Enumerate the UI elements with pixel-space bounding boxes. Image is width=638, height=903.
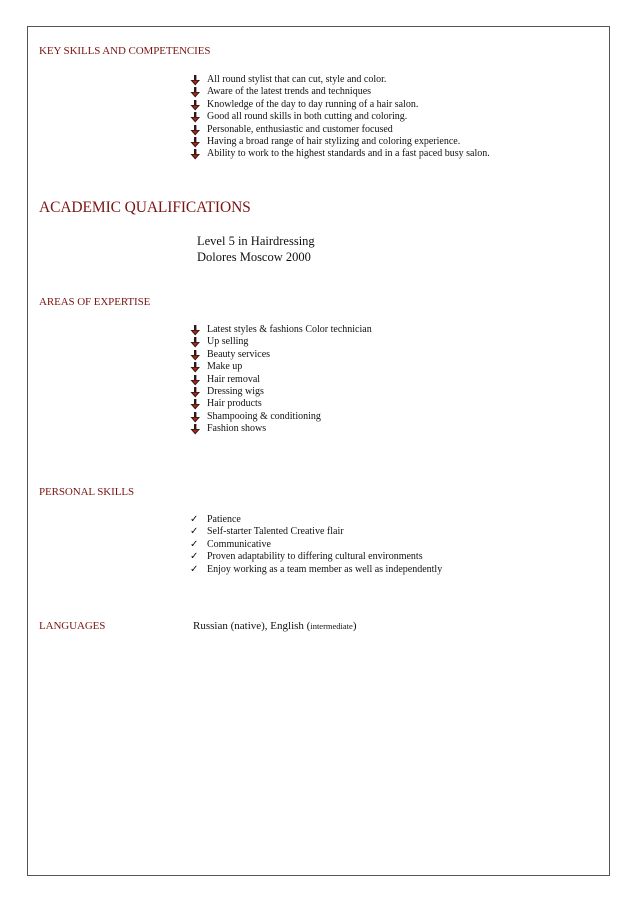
list-item-text: Dressing wigs	[207, 386, 264, 398]
personal-heading: PERSONAL SKILLS	[39, 486, 134, 498]
list-item	[190, 86, 490, 98]
down-arrow-bullet-icon	[190, 87, 201, 98]
down-arrow-bullet-icon	[190, 399, 201, 410]
list-item-text: Enjoy working as a team member as well as independently	[207, 563, 443, 575]
down-arrow-bullet-icon	[190, 100, 201, 111]
checkmark-icon: ✓	[190, 563, 199, 575]
down-arrow-bullet-icon	[190, 149, 201, 160]
list-item-text: Proven adaptability to differing cultural environments	[207, 551, 423, 563]
list-item	[190, 361, 372, 373]
list-item	[190, 386, 372, 398]
checkmark-icon: ✓	[190, 538, 199, 550]
institution-text: Dolores Moscow 2000	[197, 250, 311, 264]
languages-heading: LANGUAGES	[39, 620, 106, 632]
down-arrow-bullet-icon	[190, 137, 201, 148]
checkmark-icon: ✓	[190, 526, 199, 538]
list-item-text: Shampooing & conditioning	[207, 410, 321, 422]
down-arrow-bullet-icon	[190, 325, 201, 336]
personal-list	[190, 514, 443, 576]
list-item	[190, 374, 372, 386]
list-item	[190, 349, 372, 361]
qualification-text: Level 5 in Hairdressing	[197, 234, 315, 248]
languages-value	[193, 620, 356, 632]
list-item	[190, 324, 372, 336]
list-item	[190, 124, 490, 136]
languages-main-text: Russian (native), English (	[193, 620, 311, 632]
list-item	[190, 423, 372, 435]
down-arrow-bullet-icon	[190, 112, 201, 123]
list-item-text: Make up	[207, 361, 243, 373]
list-item-text: Self-starter Talented Creative flair	[207, 526, 344, 538]
list-item-text: Latest styles & fashions Color technician	[207, 324, 372, 335]
list-item-text: Hair removal	[207, 373, 261, 385]
languages-close-paren: )	[352, 620, 357, 632]
down-arrow-bullet-icon	[190, 125, 201, 136]
list-item	[190, 336, 372, 348]
list-item-text: Beauty services	[207, 348, 271, 360]
down-arrow-bullet-icon	[190, 412, 201, 423]
expertise-list	[190, 324, 372, 436]
down-arrow-bullet-icon	[190, 362, 201, 373]
list-item	[190, 538, 442, 551]
list-item	[190, 398, 372, 410]
key-skills-heading: KEY SKILLS AND COMPETENCIES	[39, 45, 211, 57]
languages-level-text: intermediate	[310, 621, 353, 631]
list-item-text: Personable, enthusiastic and customer focused	[207, 123, 393, 135]
list-item-text: Aware of the latest trends and techniques	[207, 86, 372, 98]
list-item	[190, 551, 442, 563]
down-arrow-bullet-icon	[190, 424, 201, 435]
key-skills-list	[190, 74, 490, 161]
list-item-text: Having a broad range of hair stylizing and coloring experience.	[207, 136, 461, 148]
checkmark-icon: ✓	[190, 514, 199, 525]
academic-heading: ACADEMIC QUALIFICATIONS	[39, 199, 251, 216]
expertise-heading: AREAS OF EXPERTISE	[39, 296, 151, 308]
down-arrow-bullet-icon	[190, 350, 201, 361]
list-item	[190, 74, 490, 86]
list-item	[190, 526, 442, 538]
list-item	[190, 111, 490, 123]
list-item-text: Good all round skills in both cutting and coloring.	[207, 111, 408, 123]
down-arrow-bullet-icon	[190, 375, 201, 386]
list-item-text: Patience	[207, 514, 241, 525]
list-item	[190, 411, 372, 423]
list-item-text: Hair products	[207, 398, 262, 410]
list-item-text: Up selling	[207, 336, 249, 348]
list-item	[190, 148, 490, 160]
list-item-text: Ability to work to the highest standards and in a fast paced busy salon.	[207, 148, 490, 160]
list-item	[190, 99, 490, 111]
down-arrow-bullet-icon	[190, 75, 201, 86]
checkmark-icon: ✓	[190, 551, 199, 563]
list-item-text: Knowledge of the day to day running of a hair salon.	[207, 98, 419, 110]
list-item-text: Fashion shows	[207, 423, 267, 435]
down-arrow-bullet-icon	[190, 387, 201, 398]
list-item	[190, 563, 443, 576]
down-arrow-bullet-icon	[190, 337, 201, 348]
list-item-text: All round stylist that can cut, style and color.	[207, 74, 387, 85]
list-item	[190, 514, 442, 526]
list-item	[190, 136, 490, 148]
list-item-text: Communicative	[207, 538, 271, 550]
